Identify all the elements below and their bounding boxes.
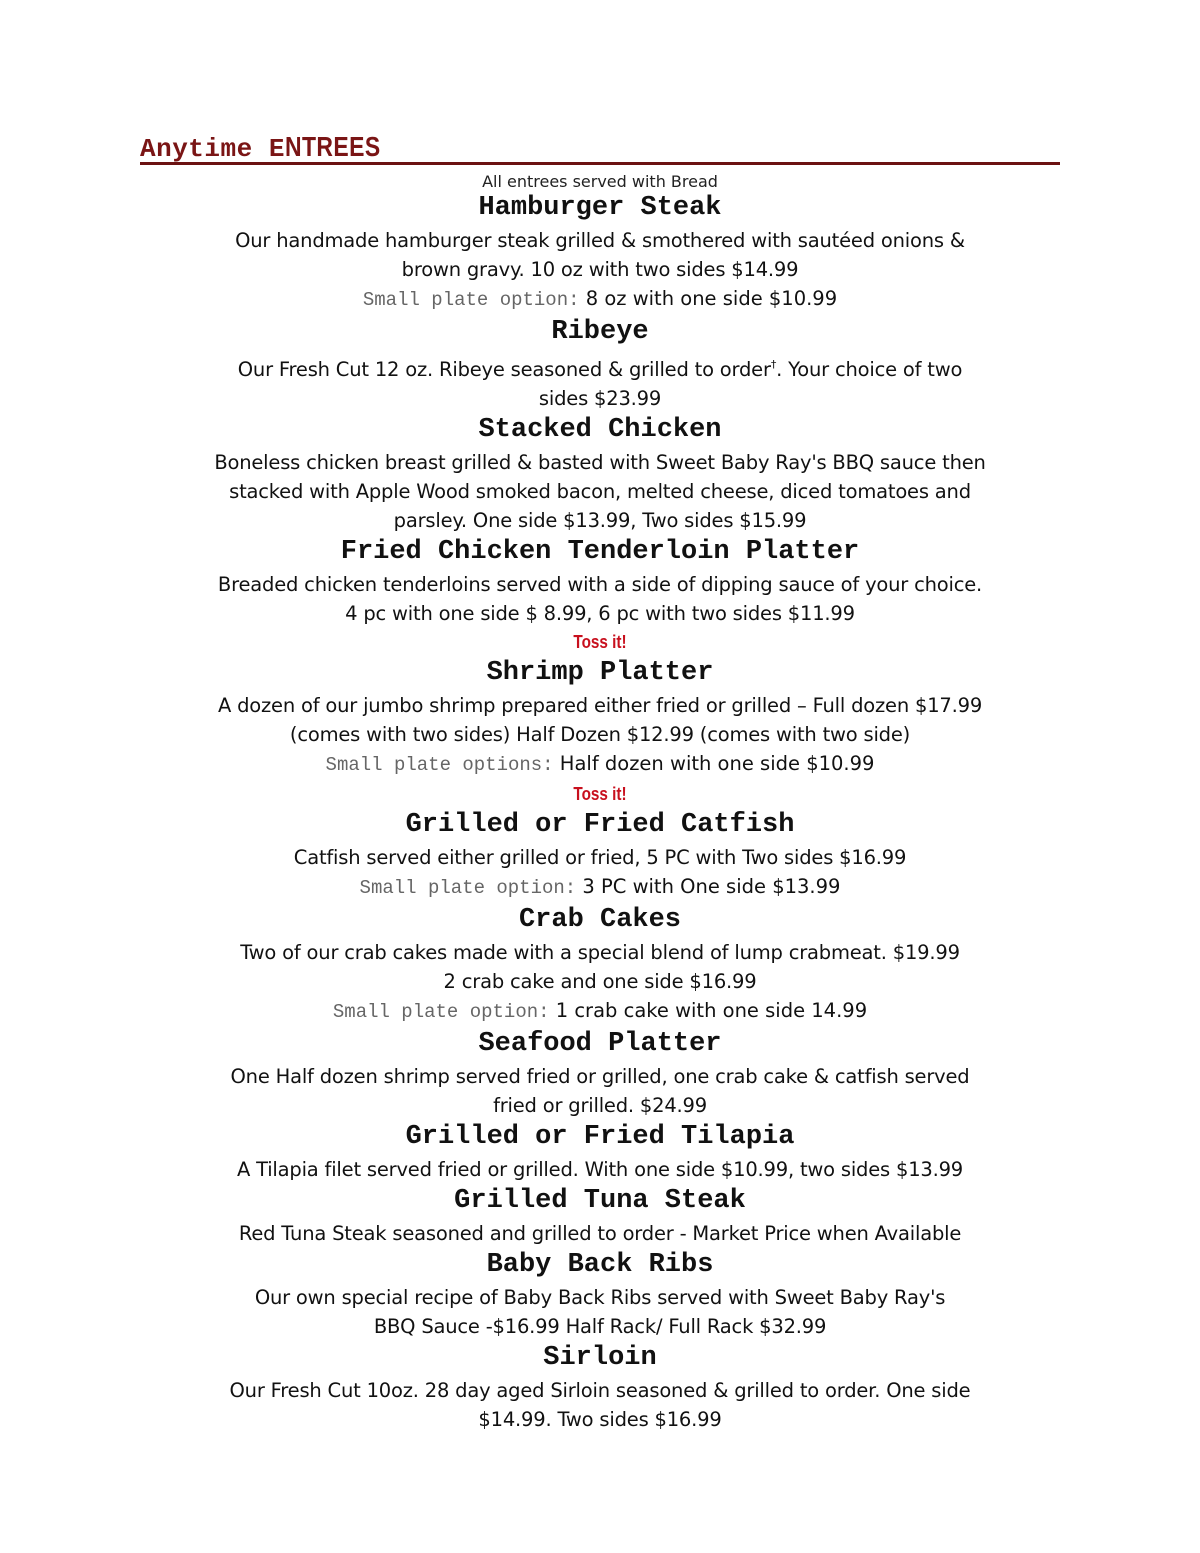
- menu-item-baby-back-ribs: [140, 1250, 1060, 1341]
- menu-item-hamburger-steak: [140, 193, 1060, 315]
- description-line: $14.99. Two sides $16.99: [478, 1408, 722, 1431]
- item-description: [140, 350, 1060, 413]
- section-subtitle: All entrees served with Bread: [482, 172, 718, 191]
- description-line: stacked with Apple Wood smoked bacon, melted cheese, diced tomatoes and: [229, 480, 971, 503]
- menu-page: [140, 128, 1060, 1434]
- menu-item-sirloin: [140, 1343, 1060, 1434]
- menu-item-crab-cakes: [140, 905, 1060, 1027]
- small-plate-text: 1 crab cake with one side 14.99: [555, 999, 868, 1022]
- description-line: Our handmade hamburger steak grilled & smothered with sautéed onions &: [235, 229, 965, 252]
- small-plate-option: [140, 872, 1060, 903]
- item-description: [140, 1376, 1060, 1434]
- section-title: [140, 131, 402, 164]
- item-name: Hamburger Steak: [478, 193, 722, 223]
- section-header: [140, 128, 1060, 165]
- description-line: Boneless chicken breast grilled & basted with Sweet Baby Ray's BBQ sauce then: [214, 451, 986, 474]
- description-line: fried or grilled. $24.99: [493, 1094, 707, 1117]
- small-plate-label: Small plate option:: [332, 1001, 550, 1023]
- description-line: Our own special recipe of Baby Back Ribs served with Sweet Baby Ray's: [254, 1286, 946, 1309]
- description-line: One Half dozen shrimp served fried or grilled, one crab cake & catfish served: [230, 1065, 970, 1088]
- item-description: [140, 843, 1060, 872]
- menu-item-grilled-or-fried-tilapia: [140, 1122, 1060, 1184]
- item-name: Crab Cakes: [518, 905, 682, 935]
- small-plate-text: Half dozen with one side $10.99: [559, 752, 875, 775]
- toss-it-badge: Toss it!: [573, 632, 627, 652]
- description-line: Breaded chicken tenderloins served with a side of dipping sauce of your choice.: [217, 573, 983, 596]
- small-plate-text: 8 oz with one side $10.99: [585, 287, 838, 310]
- menu-item-fried-chicken-tenderloin-platter: [140, 537, 1060, 656]
- item-name: Ribeye: [551, 317, 649, 347]
- menu-item-stacked-chicken: [140, 415, 1060, 535]
- small-plate-option: [140, 749, 1060, 780]
- item-name: Sirloin: [543, 1343, 657, 1373]
- item-description: [140, 448, 1060, 535]
- item-name: Seafood Platter: [478, 1029, 722, 1059]
- description-line: Catfish served either grilled or fried, 5 PC with Two sides $16.99: [293, 846, 907, 869]
- section-title-part1: Anytime E: [140, 134, 285, 164]
- description-line: Red Tuna Steak seasoned and grilled to order - Market Price when Available: [238, 1222, 962, 1245]
- description-text: . Your choice of two: [776, 358, 963, 381]
- item-name: Grilled Tuna Steak: [454, 1186, 746, 1216]
- toss-it-badge: Toss it!: [573, 784, 627, 804]
- item-description: [140, 1062, 1060, 1120]
- item-name: Stacked Chicken: [478, 415, 722, 445]
- item-name: Shrimp Platter: [486, 658, 714, 688]
- menu-item-seafood-platter: [140, 1029, 1060, 1120]
- description-line: A dozen of our jumbo shrimp prepared either fried or grilled – Full dozen $17.99: [217, 694, 983, 717]
- description-line: Our Fresh Cut 10oz. 28 day aged Sirloin seasoned & grilled to order. One side: [229, 1379, 971, 1402]
- small-plate-label: Small plate options:: [325, 754, 554, 776]
- small-plate-option: [140, 284, 1060, 315]
- item-description: [140, 1283, 1060, 1341]
- small-plate-label: Small plate option:: [362, 289, 580, 311]
- menu-item-grilled-or-fried-catfish: [140, 810, 1060, 903]
- item-description: [140, 938, 1060, 996]
- description-line: A Tilapia filet served fried or grilled. With one side $10.99, two sides $13.99: [236, 1158, 964, 1181]
- item-description: [140, 1155, 1060, 1184]
- description-line: BBQ Sauce -$16.99 Half Rack/ Full Rack $32.99: [373, 1315, 827, 1338]
- description-line: parsley. One side $13.99, Two sides $15.99: [393, 509, 807, 532]
- menu-item-grilled-tuna-steak: [140, 1186, 1060, 1248]
- item-name: Grilled or Fried Catfish: [405, 810, 795, 840]
- small-plate-text: 3 PC with One side $13.99: [582, 875, 841, 898]
- item-description: [140, 691, 1060, 749]
- item-name: Grilled or Fried Tilapia: [405, 1122, 795, 1152]
- small-plate-option: [140, 996, 1060, 1027]
- description-line: sides $23.99: [538, 387, 662, 410]
- small-plate-label: Small plate option:: [359, 877, 577, 899]
- description-line: Two of our crab cakes made with a special blend of lump crabmeat. $19.99: [240, 941, 960, 964]
- section-title-part2: NTREES: [284, 131, 381, 162]
- item-description: [140, 1219, 1060, 1248]
- description-line: 4 pc with one side $ 8.99, 6 pc with two sides $11.99: [345, 602, 855, 625]
- item-description: [140, 570, 1060, 628]
- description-line: [140, 350, 1060, 384]
- description-line: 2 crab cake and one side $16.99: [443, 970, 757, 993]
- description-line: (comes with two sides) Half Dozen $12.99 (comes with two side): [289, 723, 911, 746]
- menu-item-shrimp-platter: [140, 658, 1060, 808]
- item-description: [140, 226, 1060, 284]
- dagger-mark: †: [770, 358, 777, 371]
- item-name: Baby Back Ribs: [486, 1250, 714, 1280]
- item-name: Fried Chicken Tenderloin Platter: [340, 537, 860, 567]
- menu-item-ribeye: [140, 317, 1060, 413]
- description-text: Our Fresh Cut 12 oz. Ribeye seasoned & grilled to order: [237, 358, 771, 381]
- description-line: brown gravy. 10 oz with two sides $14.99: [401, 258, 799, 281]
